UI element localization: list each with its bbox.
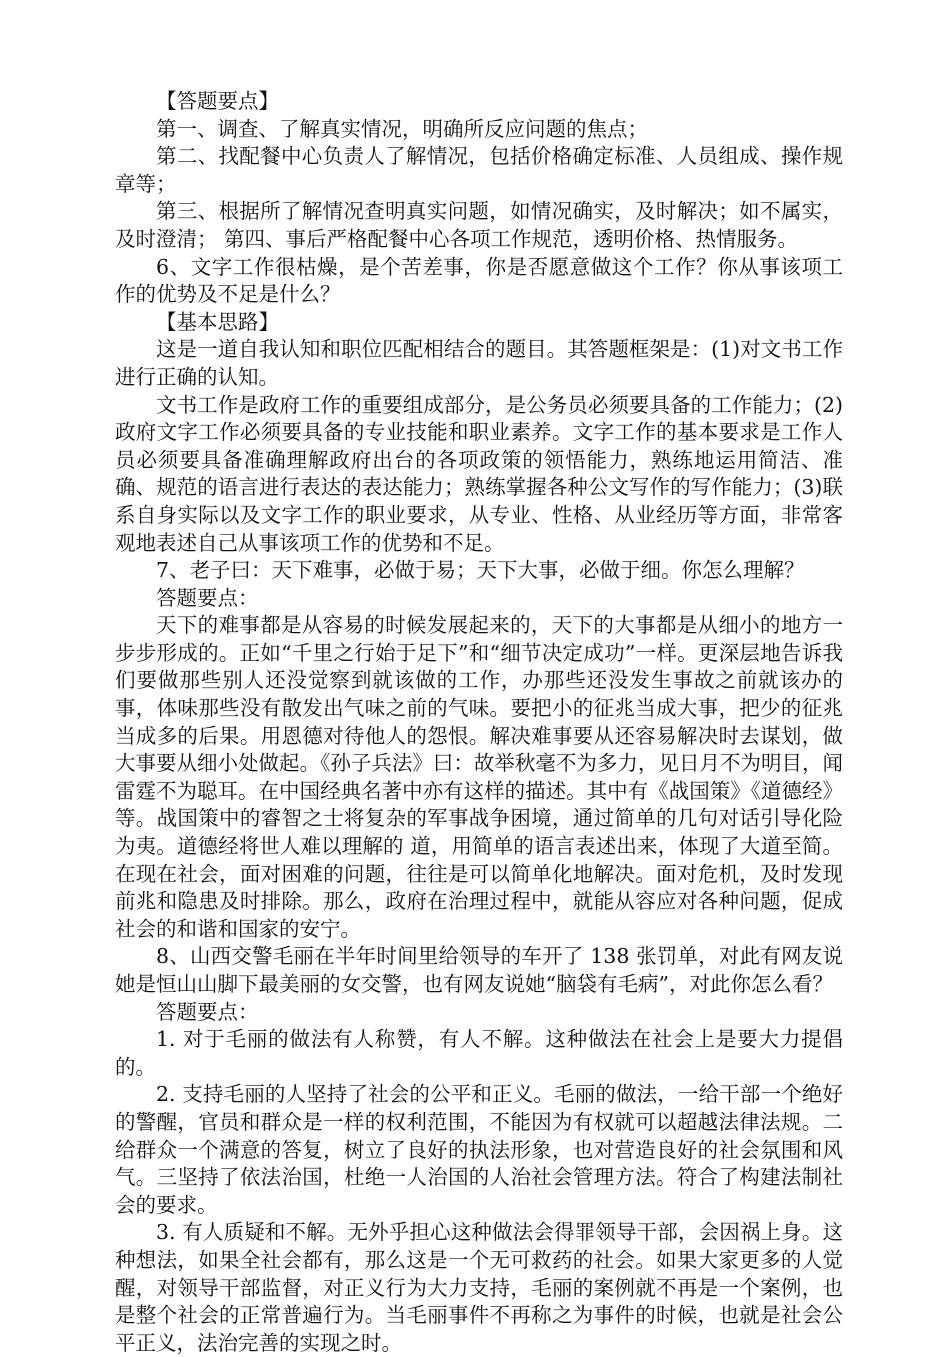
question-6: 6、文字工作很枯燥，是个苦差事，你是否愿意做这个工作？你从事该项工作的优势及不足是什么？ [115, 254, 843, 307]
paragraph-approach-intro: 这是一道自我认知和职位匹配相结合的题目。其答题框架是：(1)对文书工作进行正确的认知。 [115, 337, 843, 389]
label-answer-points-7: 答题要点： [156, 585, 259, 610]
paragraph-point-1: 第一、调查、了解真实情况，明确所反应问题的焦点； [156, 116, 648, 141]
paragraph-point-3-4: 第三、根据所了解情况查明真实问题，如情况确实，及时解决；如不属实，及时澄清； 第四、事后严格配餐中心各项工作规范，透明价格、热情服务。 [115, 199, 843, 251]
paragraph-answer-7: 天下的难事都是从容易的时候发展起来的，天下的大事都是从细小的地方一步步形成的。正如“千里之行始于足下”和“细节决定成功”一样。更深层地告诉我们要做那些别人还没觉察到就该做的工作，办那些还没发生事故之前就该办的事，体味那些没有散发出气味之前的气味。要把小的征兆当成大事，把少的征兆当成多的后果。用恩德对待他人的怨恨。解决难事要从还容易解决时去谋划，做大事要从细小处做起。《孙子兵法》曰：故举秋毫不为多力，见日月不为明目，闻雷霆不为聪耳。在中国经典名著中亦有这样的描述。其中有《战国策》《道德经》等。战国策中的睿智之士将复杂的军事战争困境，通过简单的几句对话引导化险为夷。道德经将世人难以理解的 道，用简单的语言表述出来，体现了大道至简。在现在社会，面对困难的问题，往往是可以简单化地解决。面对危机，及时发现前兆和隐患及时排除。那么，政府在治理过程中，就能从容应对各种问题，促成社会的和谐和国家的安宁。 [115, 613, 843, 941]
paragraph-approach-detail: 文书工作是政府工作的重要组成部分，是公务员必须要具备的工作能力；(2)政府文字工作必须要具备的专业技能和职业素养。文字工作的基本要求是工作人员必须要具备准确理解政府出台的各项政策的领悟能力，熟练地运用简洁、准确、规范的语言进行表达的表达能力；熟练掌握各种公文写作的写作能力；(3)联系自身实际以及文字工作的职业要求，从专业、性格、从业经历等方面，非常客观地表述自己从事该项工作的优势和不足。 [115, 392, 843, 555]
section-heading-basic-approach: 【基本思路】 [156, 309, 279, 334]
paragraph-answer-8-2: 2. 支持毛丽的人坚持了社会的公平和正义。毛丽的做法，一给干部一个绝好的警醒，官员和群众是一样的权利范围，不能因为有权就可以超越法律法规。二给群众一个满意的答复，树立了良好的执法形象，也对营造良好的社会氛围和风气。三坚持了依法治国，杜绝一人治国的人治社会管理方法。符合了构建法制社会的要求。 [115, 1082, 843, 1217]
paragraph-answer-8-3: 3. 有人质疑和不解。无外乎担心这种做法会得罪领导干部，会因祸上身。这种想法，如果全社会都有，那么这是一个无可救药的社会。如果大家更多的人觉醒，对领导干部监督，对正义行为大力支持，毛丽的案例就不再是一个案例，也是整个社会的正常普遍行为。当毛丽事件不再称之为事件的时候，也就是社会公平正义，法治完善的实现之时。 [115, 1220, 843, 1355]
paragraph-answer-8-1: 1. 对于毛丽的做法有人称赞，有人不解。这种做法在社会上是要大力提倡的。 [115, 1027, 843, 1079]
document-body [115, 88, 843, 1357]
question-8: 8、山西交警毛丽在半年时间里给领导的车开了 138 张罚单，对此有网友说她是恒山山脚下最美丽的女交警，也有网友说她“脑袋有毛病”，对此你怎么看？ [115, 944, 843, 996]
paragraph-point-2: 第二、找配餐中心负责人了解情况，包括价格确定标准、人员组成、操作规章等； [115, 144, 843, 196]
label-answer-points-8: 答题要点： [156, 999, 259, 1024]
section-heading-answer-points: 【答题要点】 [156, 89, 279, 113]
question-7: 7、老子曰：天下难事，必做于易；天下大事，必做于细。你怎么理解？ [156, 558, 805, 583]
